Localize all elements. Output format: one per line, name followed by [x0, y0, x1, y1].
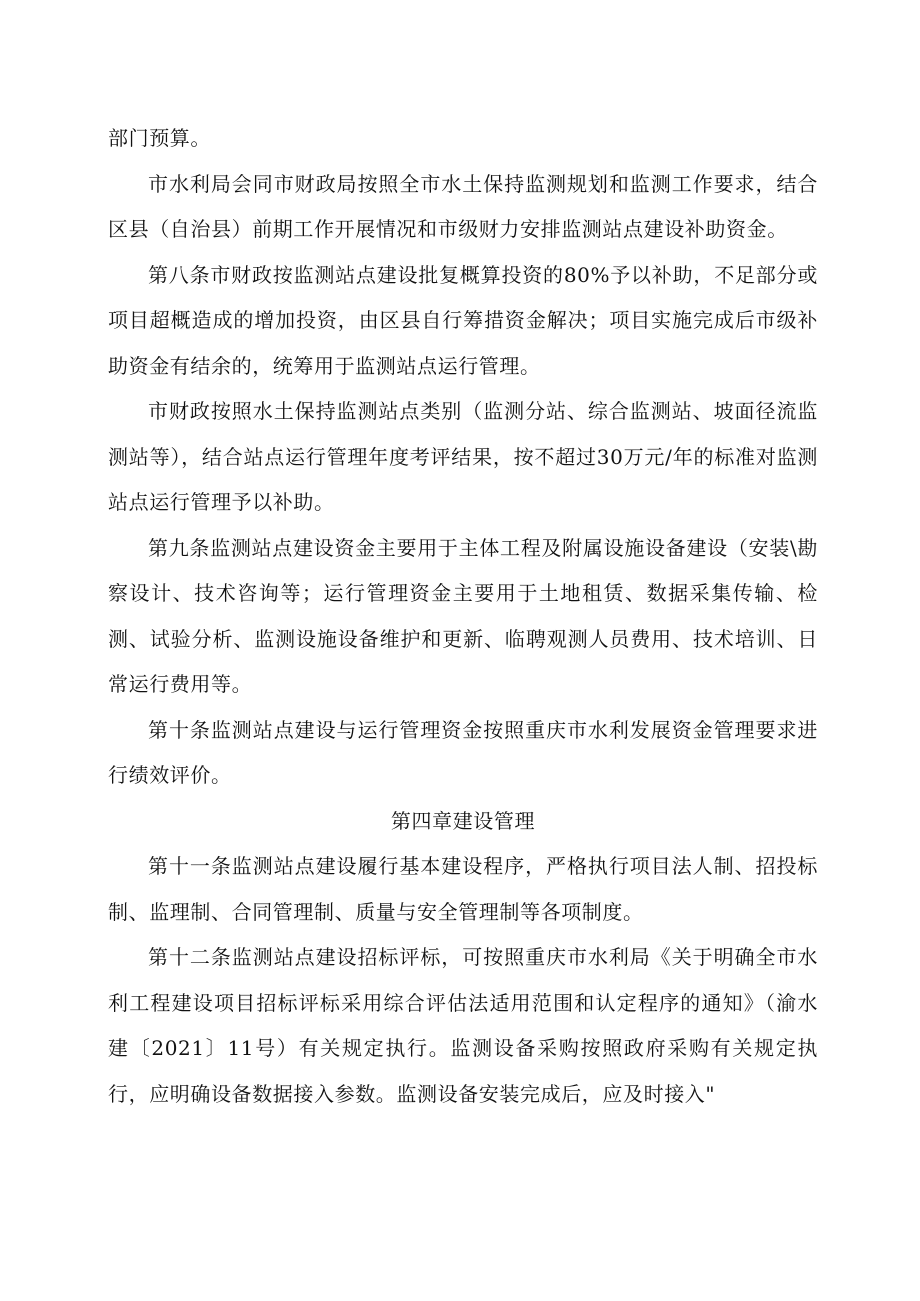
paragraph-article-10: 第十条监测站点建设与运行管理资金按照重庆市水利发展资金管理要求进行绩效评价。 [108, 717, 818, 787]
paragraph-article-11: 第十一条监测站点建设履行基本建设程序，严格执行项目法人制、招投标制、监理制、合同管理制、质量与安全管理制等各项制度。 [108, 854, 818, 924]
paragraph-article-12: 第十二条监测站点建设招标评标，可按照重庆市水利局《关于明确全市水利工程建设项目招标评标采用综合评估法适用范围和认定程序的通知》（渝水建〔2021〕11号）有关规定执行。监测设备采购按照政府采购有关规定执行，应明确设备数据接入参数。监测设备安装完成后，应及时接入" [108, 945, 818, 1106]
paragraph-operation-subsidy: 市财政按照水土保持监测站点类别（监测分站、综合监测站、坡面径流监测站等），结合站点运行管理年度考评结果，按不超过30万元/年的标准对监测站点运行管理予以补助。 [108, 399, 818, 514]
paragraph-budget: 部门预算。 [108, 126, 211, 150]
document-page [108, 116, 818, 1117]
paragraph-article-8: 第八条市财政按监测站点建设批复概算投资的80%予以补助，不足部分或项目超概造成的增加投资，由区县自行筹措资金解决；项目实施完成后市级补助资金有结余的，统筹用于监测站点运行管理。 [108, 262, 818, 378]
paragraph-funding-arrangement: 市水利局会同市财政局按照全市水土保持监测规划和监测工作要求，结合区县（自治县）前期工作开展情况和市级财力安排监测站点建设补助资金。 [108, 171, 818, 241]
paragraph-article-9: 第九条监测站点建设资金主要用于主体工程及附属设施设备建设（安装\勘察设计、技术咨询等；运行管理资金主要用于土地租赁、数据采集传输、检测、试验分析、监测设施设备维护和更新、临聘观测人员费用、技术培训、日常运行费用等。 [108, 535, 818, 696]
chapter-heading: 第四章建设管理 [390, 808, 536, 833]
